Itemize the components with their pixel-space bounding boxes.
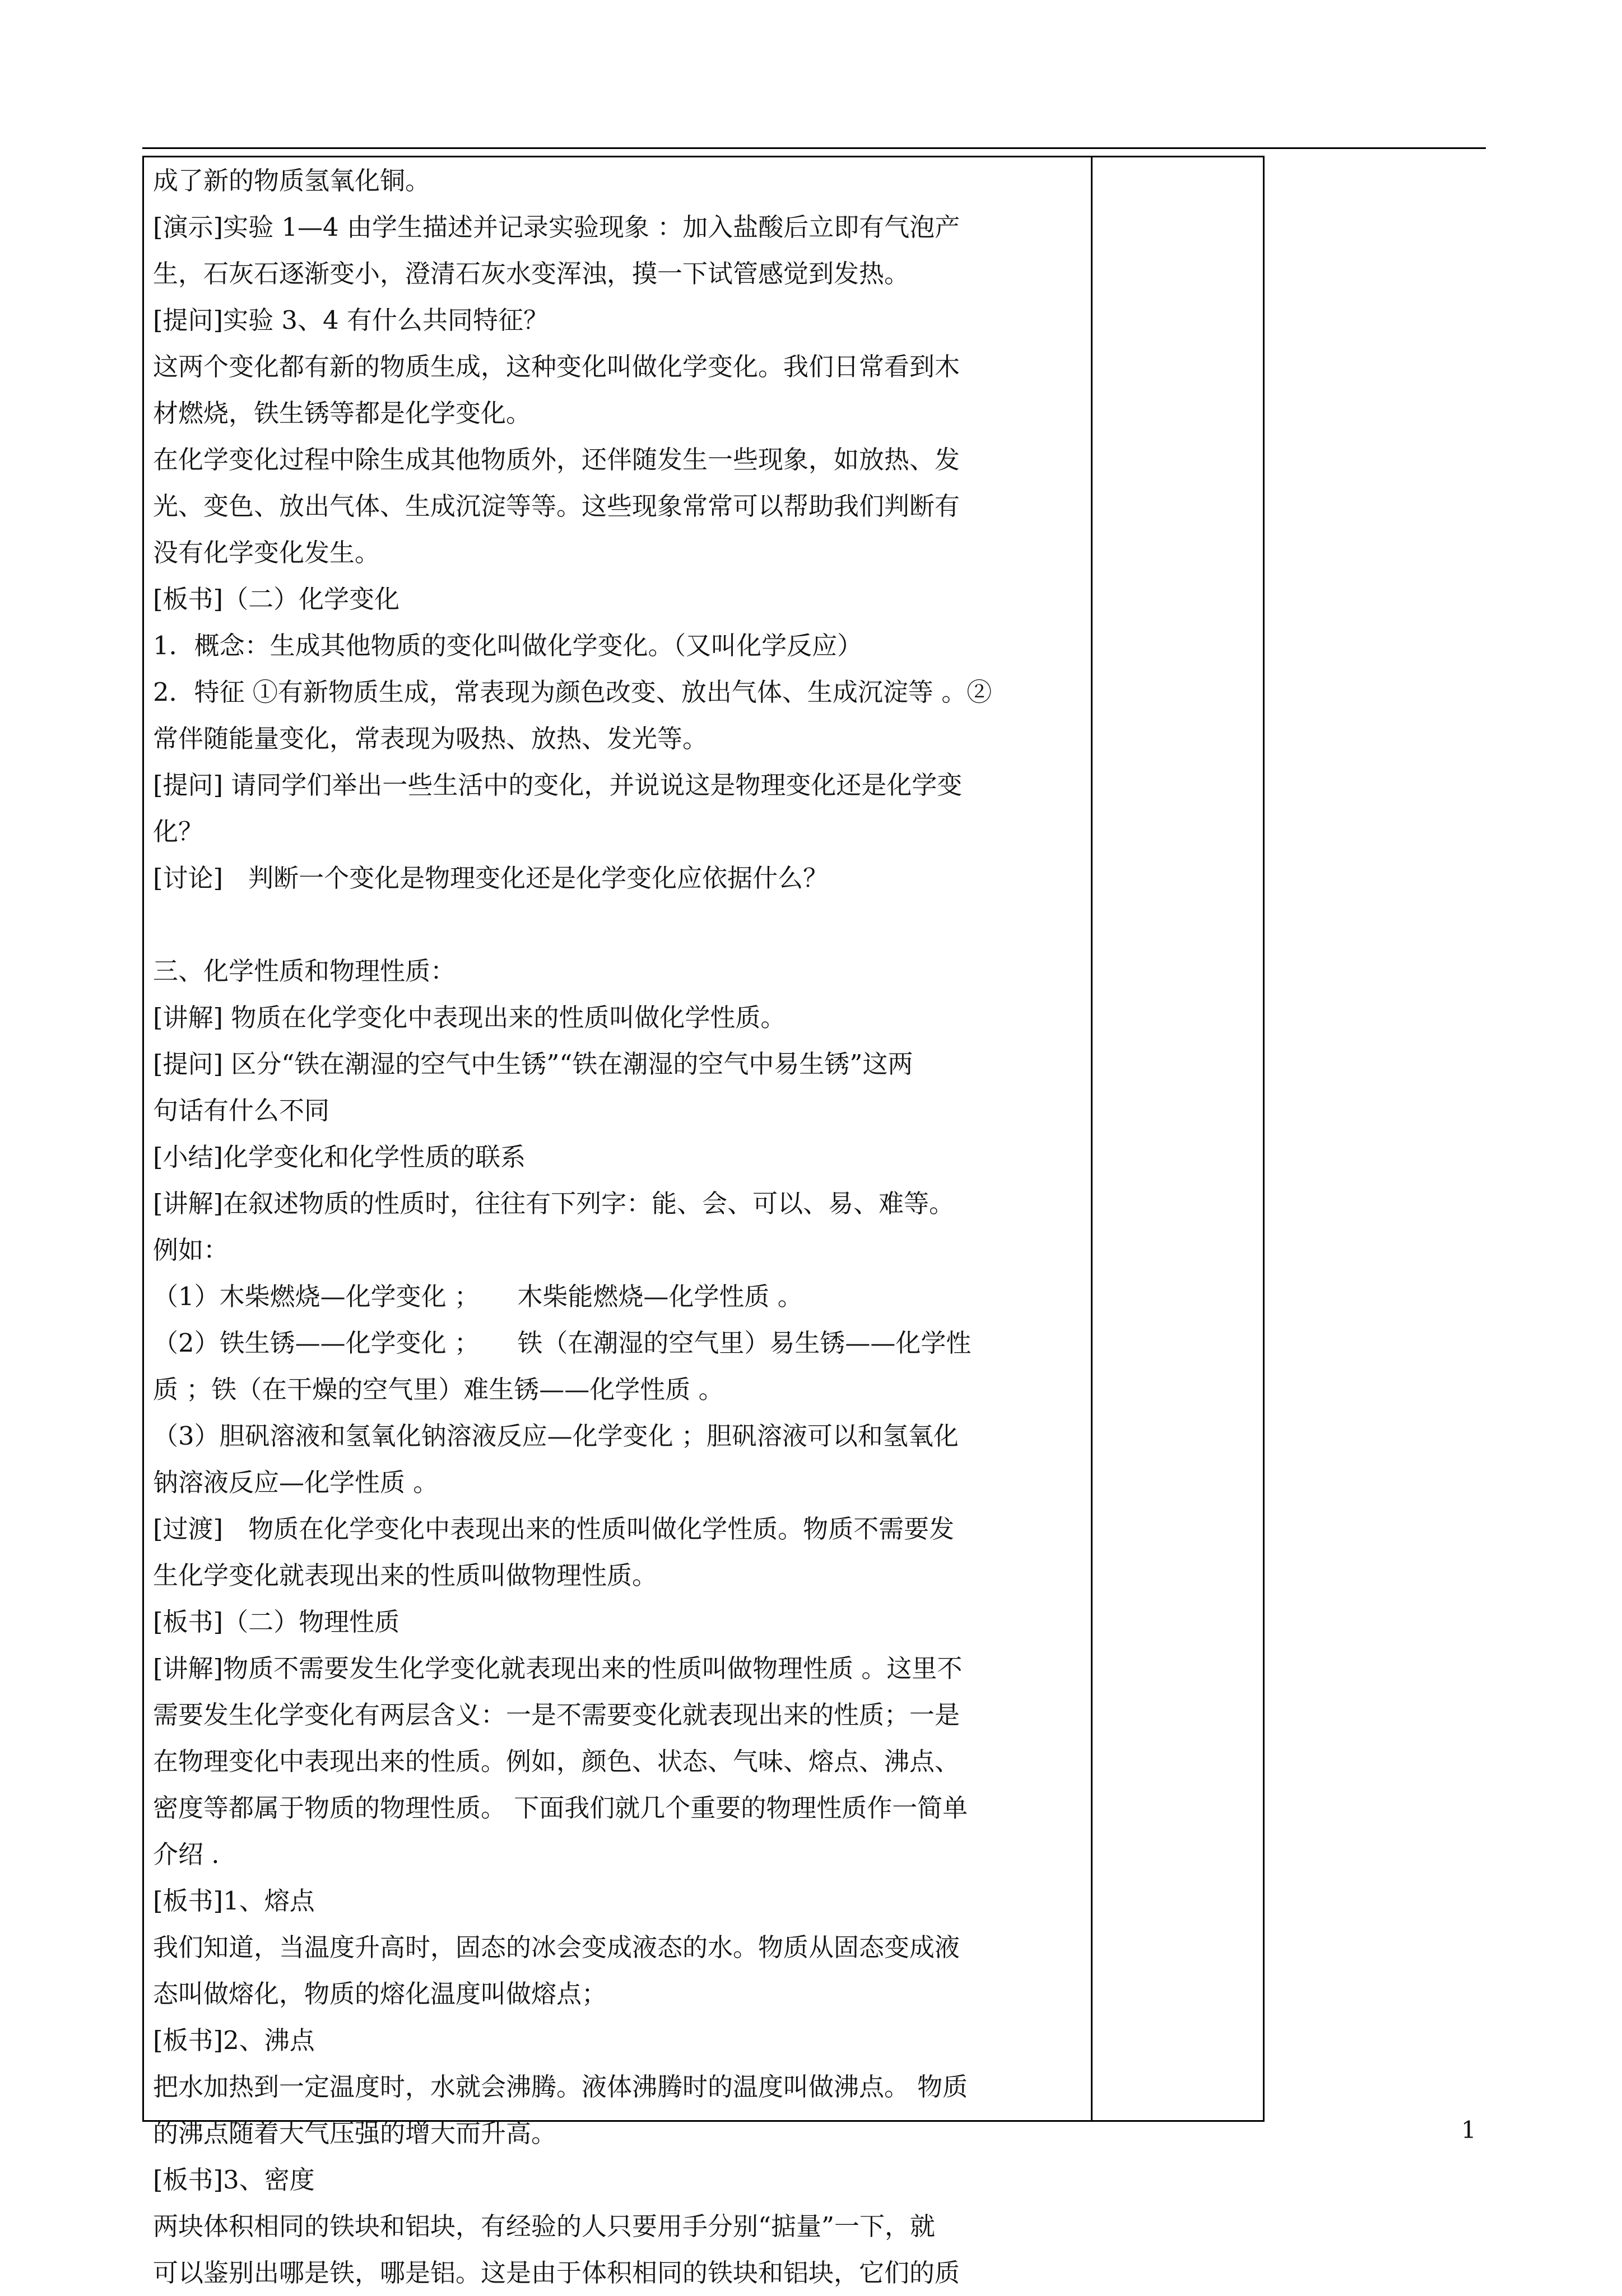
text-line: [提问] 请同学们举出一些生活中的变化，并说说这是物理变化还是化学变 — [153, 770, 963, 800]
text-line: [板书]（二）物理性质 — [153, 1607, 400, 1637]
text-line: （2）铁生锈——化学变化 ； 铁（在潮湿的空气里）易生锈——化学性 — [153, 1328, 972, 1358]
text-line: 我们知道，当温度升高时，固态的冰会变成液态的水。物质从固态变成液 — [153, 1932, 960, 1962]
text-line: 在物理变化中表现出来的性质。例如，颜色、状态、气味、熔点、沸点、 — [153, 1747, 960, 1776]
text-line: （3）胆矾溶液和氢氧化钠溶液反应—化学变化 ；胆矾溶液可以和氢氧化 — [153, 1421, 959, 1451]
text-line: [演示]实验 1—4 由学生描述并记录实验现象 ：加入盐酸后立即有气泡产 — [153, 212, 960, 242]
text-line: 需要发生化学变化有两层含义：一是不需要变化就表现出来的性质；一是 — [153, 1700, 960, 1730]
text-line: 没有化学变化发生。 — [153, 538, 380, 567]
text-line: [讲解]在叙述物质的性质时，往往有下列字：能、会、可以、易、难等。 — [153, 1189, 955, 1218]
text-line: （1）木柴燃烧—化学变化 ； 木柴能燃烧—化学性质 。 — [153, 1282, 803, 1311]
text-line: 三、化学性质和物理性质： — [153, 956, 456, 986]
text-line: 质 ；铁（在干燥的空气里）难生锈——化学性质 。 — [153, 1375, 724, 1404]
text-line: [板书]3、密度 — [153, 2165, 315, 2195]
text-line: [讲解] 物质在化学变化中表现出来的性质叫做化学性质。 — [153, 1003, 786, 1032]
text-line: 密度等都属于物质的物理性质。 下面我们就几个重要的物理性质作一简单 — [153, 1793, 968, 1823]
text-line: 的沸点随着大气压强的增大而升高。 — [153, 2118, 557, 2148]
text-line: 态叫做熔化，物质的熔化温度叫做熔点； — [153, 1979, 607, 2009]
text-line: [提问] 区分“铁在潮湿的空气中生锈”“铁在潮湿的空气中易生锈”这两 — [153, 1049, 913, 1079]
text-line: [板书]1、熔点 — [153, 1886, 315, 1916]
lesson-content-cell — [153, 157, 1083, 2296]
text-line: 生化学变化就表现出来的性质叫做物理性质。 — [153, 1561, 658, 1590]
text-line: 1．概念：生成其他物质的变化叫做化学变化。（又叫化学反应） — [153, 631, 863, 660]
text-line: 两块体积相同的铁块和铝块，有经验的人只要用手分别“掂量”一下，就 — [153, 2211, 936, 2241]
text-line: [小结]化学变化和化学性质的联系 — [153, 1142, 526, 1172]
text-line: 生，石灰石逐渐变小，澄清石灰水变浑浊，摸一下试管感觉到发热。 — [153, 259, 910, 288]
text-line: 在化学变化过程中除生成其他物质外，还伴随发生一些现象，如放热、发 — [153, 445, 960, 474]
lesson-table — [142, 156, 1265, 2288]
text-line: [板书]2、沸点 — [153, 2025, 315, 2055]
header-rule — [142, 147, 1486, 149]
column-divider — [1091, 157, 1093, 2120]
text-line: [提问]实验 3、4 有什么共同特征？ — [153, 305, 549, 335]
text-line: 材燃烧，铁生锈等都是化学变化。 — [153, 398, 532, 428]
text-line: 可以鉴别出哪是铁，哪是铝。这是由于体积相同的铁块和铝块，它们的质 — [153, 2258, 960, 2288]
text-line: 例如： — [153, 1235, 229, 1265]
text-line: [过渡] 物质在化学变化中表现出来的性质叫做化学性质。物质不需要发 — [153, 1514, 955, 1544]
text-line: 2．特征 ①有新物质生成，常表现为颜色改变、放出气体、生成沉淀等 。② — [153, 677, 992, 707]
text-line: 钠溶液反应—化学性质 。 — [153, 1468, 439, 1497]
text-line: 这两个变化都有新的物质生成，这种变化叫做化学变化。我们日常看到木 — [153, 352, 960, 381]
text-line: 把水加热到一定温度时，水就会沸腾。液体沸腾时的温度叫做沸点。 物质 — [153, 2072, 968, 2102]
text-line: [讨论] 判断一个变化是物理变化还是化学变化应依据什么？ — [153, 863, 829, 893]
text-line: [板书]（二）化学变化 — [153, 584, 400, 614]
text-line: 光、变色、放出气体、生成沉淀等等。这些现象常常可以帮助我们判断有 — [153, 491, 960, 521]
text-line: [讲解]物质不需要发生化学变化就表现出来的性质叫做物理性质 。这里不 — [153, 1654, 963, 1683]
page-number: 1 — [1461, 2116, 1476, 2144]
text-line: 化？ — [153, 817, 204, 846]
text-line: 成了新的物质氢氧化铜。 — [153, 166, 431, 195]
text-line: 常伴随能量变化，常表现为吸热、放热、发光等。 — [153, 724, 708, 753]
text-line — [153, 901, 1083, 948]
text-line: 句话有什么不同 — [153, 1096, 330, 1125]
text-line: 介绍 . — [153, 1839, 220, 1869]
